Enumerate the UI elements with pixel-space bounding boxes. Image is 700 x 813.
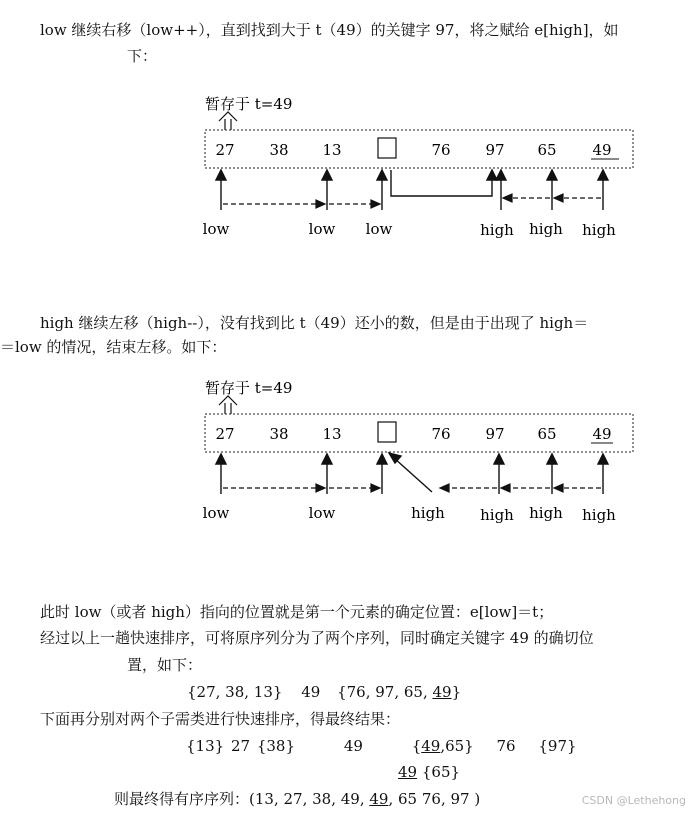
pointer-label-high: high bbox=[529, 504, 563, 522]
diagram-1 bbox=[0, 90, 700, 250]
conclusion-line2: 经过以上一趟快速排序，可将原序列分为了两个序列，同时确定关键字 49 的确切位 bbox=[40, 629, 594, 647]
pointer-label-high: high bbox=[411, 504, 445, 522]
final-sequence: 则最终得有序序列：(13, 27, 38, 49, 49, 65 76, 97 ) bbox=[114, 790, 481, 808]
array-cell: 65 bbox=[537, 141, 557, 159]
array-cell: 13 bbox=[322, 425, 342, 443]
array-cell: 13 bbox=[322, 141, 342, 159]
array-cell: 76 bbox=[431, 425, 451, 443]
pointer-label-low: low bbox=[308, 504, 336, 522]
step1-line2: 下： bbox=[127, 47, 158, 65]
pointer-label-high: high bbox=[582, 221, 616, 239]
array-cell: 27 bbox=[215, 425, 235, 443]
diagram-2-svg bbox=[0, 374, 700, 534]
array-cell-underlined: 49 bbox=[592, 425, 612, 443]
step2-line2: ＝low 的情况，结束左移。如下： bbox=[0, 338, 227, 356]
diagram-2 bbox=[0, 374, 700, 534]
dashed-move-arrows bbox=[223, 484, 601, 492]
up-arrow-icon bbox=[219, 112, 237, 130]
array-cell: 38 bbox=[269, 141, 289, 159]
array-cell: 76 bbox=[431, 141, 451, 159]
pointer-label-low: low bbox=[202, 504, 230, 522]
array-cell: 27 bbox=[215, 141, 235, 159]
empty-cell bbox=[378, 422, 396, 442]
underlined-value: 49 bbox=[421, 737, 441, 755]
up-arrow-icon bbox=[219, 396, 237, 414]
underlined-value: 49 bbox=[432, 683, 452, 701]
array-cell: 97 bbox=[485, 141, 505, 159]
diagonal-arrow bbox=[389, 453, 432, 492]
split-right: {76, 97, 65, 49} bbox=[337, 683, 462, 701]
conclusion-line4: 下面再分别对两个子需类进行快速排序，得最终结果： bbox=[40, 710, 401, 728]
pointer-label-low: low bbox=[308, 220, 336, 238]
result-row-2: 49 {65} bbox=[398, 763, 461, 781]
empty-cell bbox=[378, 138, 396, 158]
array-cell: 97 bbox=[485, 425, 505, 443]
pointer-label-high: high bbox=[480, 506, 514, 524]
temp-label: 暂存于 t=49 bbox=[205, 95, 293, 113]
pointer-label-low: low bbox=[365, 220, 393, 238]
temp-label: 暂存于 t=49 bbox=[205, 379, 293, 397]
underlined-value: 49 bbox=[398, 763, 418, 781]
result-row-1: {13} 27 {38} 49 {49,65} 76 {97} bbox=[186, 737, 577, 755]
array-cell: 38 bbox=[269, 425, 289, 443]
conclusion-line1: 此时 low（或者 high）指向的位置就是第一个元素的确定位置：e[low]＝t； bbox=[40, 603, 554, 621]
split-left: {27, 38, 13} bbox=[187, 683, 283, 701]
assign-arrow bbox=[391, 170, 497, 196]
conclusion-line3: 置，如下： bbox=[127, 656, 203, 674]
pointer-label-high: high bbox=[582, 506, 616, 524]
watermark: CSDN @Lethehong bbox=[581, 794, 686, 807]
pointer-label-high: high bbox=[480, 221, 514, 239]
array-cell: 65 bbox=[537, 425, 557, 443]
underlined-value: 49 bbox=[369, 790, 389, 808]
split-result-row bbox=[187, 682, 461, 702]
diagram-1-svg bbox=[0, 90, 700, 250]
split-pivot: 49 bbox=[301, 683, 321, 701]
array-cell-underlined: 49 bbox=[592, 141, 612, 159]
pointer-label-low: low bbox=[202, 220, 230, 238]
step1-line1: low 继续右移（low++），直到找到大于 t（49）的关键字 97，将之赋给 e[high]，如 bbox=[40, 21, 619, 39]
step2-line1: high 继续左移（high--），没有找到比 t（49）还小的数，但是由于出现了 high＝ bbox=[40, 314, 589, 332]
pointer-label-high: high bbox=[529, 220, 563, 238]
